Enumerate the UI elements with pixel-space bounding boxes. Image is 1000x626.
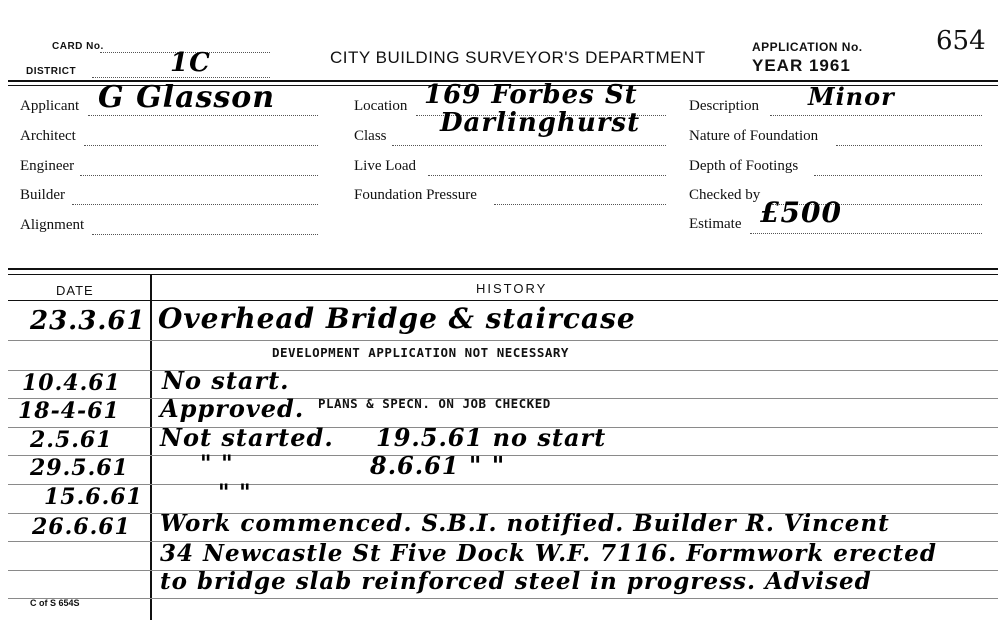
district-label: DISTRICT xyxy=(26,66,77,77)
depth-of-footings-line xyxy=(814,175,982,176)
details-rule-bottom xyxy=(8,274,998,275)
live-load-line xyxy=(428,175,666,176)
history-date: 18-4-61 xyxy=(18,398,120,424)
history-entry: Not started. xyxy=(160,423,334,452)
alignment-label: Alignment xyxy=(20,217,85,233)
history-entry: Approved. xyxy=(160,394,305,423)
row-guide xyxy=(8,484,998,485)
history-entry: 34 Newcastle St Five Dock W.F. 7116. Formwork erected xyxy=(160,540,937,567)
nature-of-foundation-line xyxy=(836,145,982,146)
history-stamp: PLANS & SPECN. ON JOB CHECKED xyxy=(318,396,551,411)
location-value: 169 Forbes St xyxy=(424,80,638,110)
foundation-pressure-label: Foundation Pressure xyxy=(354,187,477,203)
depth-of-footings-label: Depth of Footings xyxy=(689,158,799,174)
history-date: 15.6.61 xyxy=(44,484,143,510)
history-entry: No start. xyxy=(162,366,290,395)
column-divider xyxy=(150,274,152,620)
history-entry-extra: 8.6.61 " " xyxy=(370,451,506,480)
history-date: 26.6.61 xyxy=(32,514,131,540)
history-entry: Work commenced. S.B.I. notified. Builder R. Vincent xyxy=(160,510,890,537)
builder-line xyxy=(72,204,318,205)
class-value: Darlinghurst xyxy=(440,108,641,138)
architect-line xyxy=(84,145,318,146)
district-value: 1C xyxy=(170,48,211,78)
row-guide xyxy=(8,340,998,341)
history-entry: to bridge slab reinforced steel in progress. Advised xyxy=(160,568,872,595)
estimate-label: Estimate xyxy=(689,216,742,232)
history-entry: " " xyxy=(200,451,234,477)
form-number: C of S 654S xyxy=(30,598,80,608)
card-no-label: CARD No. xyxy=(52,41,104,52)
estimate-line xyxy=(750,233,982,234)
alignment-line xyxy=(92,234,318,235)
history-entry: Overhead Bridge & staircase xyxy=(158,302,636,335)
history-entry-extra: 19.5.61 no start xyxy=(376,423,607,452)
checked-by-label: Checked by xyxy=(689,187,761,203)
nature-of-foundation-label: Nature of Foundation xyxy=(689,128,819,144)
department-title: CITY BUILDING SURVEYOR'S DEPARTMENT xyxy=(330,48,706,67)
description-label: Description xyxy=(689,98,759,114)
architect-label: Architect xyxy=(20,128,76,144)
applicant-line xyxy=(88,115,318,116)
description-value: Minor xyxy=(808,82,895,111)
date-column-header: DATE xyxy=(56,283,94,298)
application-no-label: APPLICATION No. xyxy=(752,40,863,54)
row-guide xyxy=(8,370,998,371)
builder-label: Builder xyxy=(20,187,65,203)
live-load-label: Live Load xyxy=(354,158,417,174)
engineer-line xyxy=(80,175,318,176)
history-stamp: DEVELOPMENT APPLICATION NOT NECESSARY xyxy=(272,345,569,360)
row-guide xyxy=(8,598,998,599)
foundation-pressure-line xyxy=(494,204,666,205)
applicant-value: G Glasson xyxy=(98,80,276,115)
history-column-header: HISTORY xyxy=(476,281,548,296)
estimate-value: £500 xyxy=(760,196,842,229)
history-date: 29.5.61 xyxy=(30,455,129,481)
history-entry: " " xyxy=(218,480,252,506)
class-line xyxy=(392,145,666,146)
engineer-label: Engineer xyxy=(20,158,75,174)
application-no-value: 654 xyxy=(936,26,986,56)
location-label: Location xyxy=(354,98,408,114)
details-rule-top xyxy=(8,268,998,270)
column-header-rule xyxy=(8,300,998,301)
history-date: 10.4.61 xyxy=(22,370,121,396)
year-label: YEAR 1961 xyxy=(752,56,851,75)
history-date: 23.3.61 xyxy=(30,306,146,336)
applicant-label: Applicant xyxy=(20,98,80,114)
description-line xyxy=(770,115,982,116)
history-date: 2.5.61 xyxy=(30,427,113,453)
class-label: Class xyxy=(354,128,387,144)
